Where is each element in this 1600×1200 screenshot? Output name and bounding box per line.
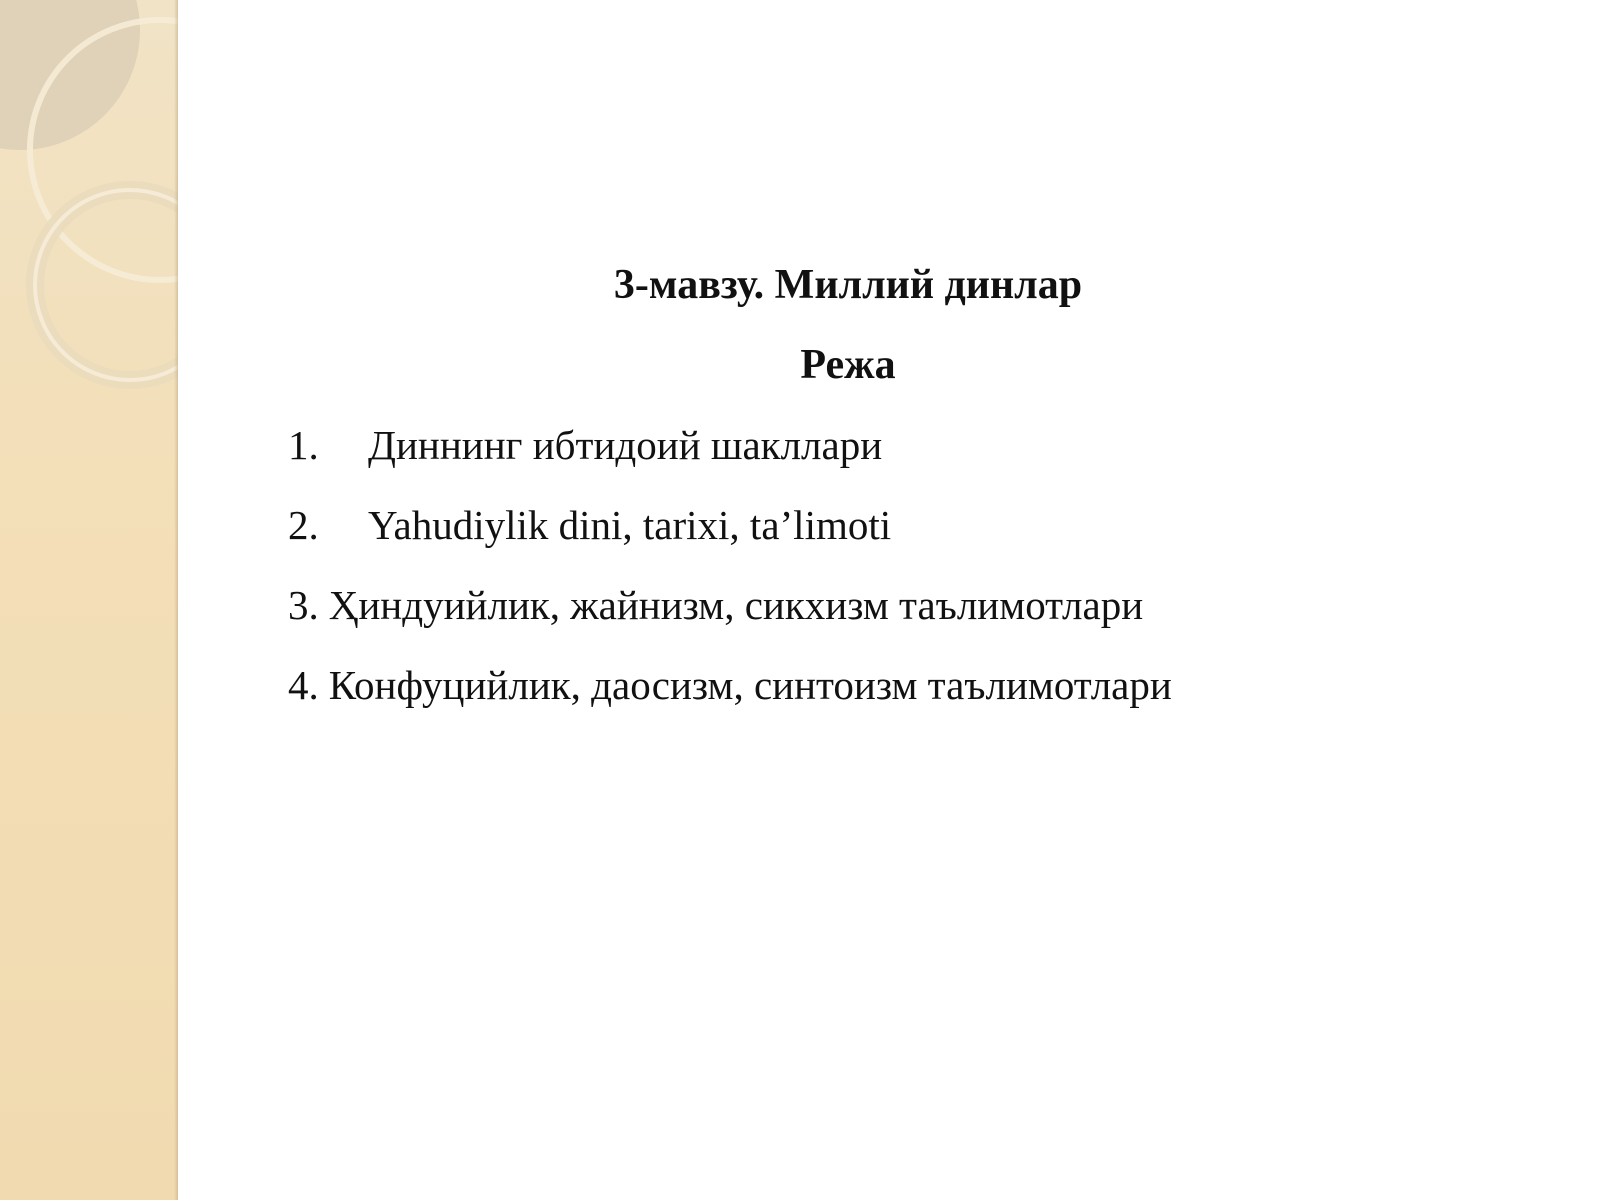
plan-item-number: 2. xyxy=(288,502,319,548)
plan-item-3 xyxy=(288,578,1172,658)
plan-item-number: 3. xyxy=(288,582,319,628)
plan-item-text: Ҳиндуийлик, жайнизм, сикхизм таълимотлари xyxy=(328,582,1144,628)
decor-circles xyxy=(0,0,178,400)
plan-item-4 xyxy=(288,658,1172,738)
decor-circles-graphic xyxy=(0,0,178,400)
plan-item-text: Диннинг ибтидоий шакллари xyxy=(368,422,883,468)
slide-content xyxy=(178,0,1600,1200)
plan-item-text: Конфуцийлик, даосизм, синтоизм таълимотлари xyxy=(328,662,1172,708)
plan-item-number: 1. xyxy=(288,422,319,468)
plan-list xyxy=(288,418,1172,738)
slide-title: 3-мавзу. Миллий динлар xyxy=(613,262,1083,308)
plan-item-number: 4. xyxy=(288,662,319,708)
plan-item-2 xyxy=(288,498,1172,578)
plan-item-1 xyxy=(288,418,1172,498)
side-decor-panel xyxy=(0,0,178,1200)
slide-subtitle: Режа xyxy=(800,342,896,388)
plan-item-text: Yahudiylik dini, tarixi, ta’limoti xyxy=(368,502,892,548)
